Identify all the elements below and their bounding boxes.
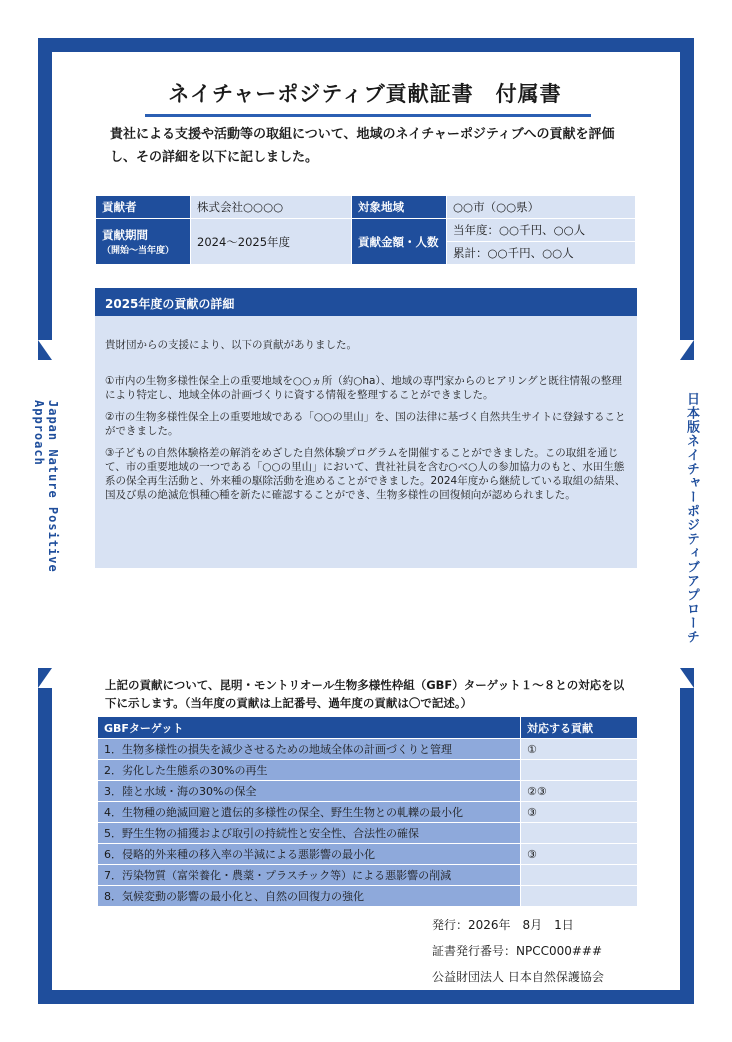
amount-total: 累計：○○千円、○○人 bbox=[447, 242, 636, 265]
gbf-target: 3．陸と水域・海の30%の保全 bbox=[98, 781, 521, 802]
period-sublabel: （開始～当年度） bbox=[102, 246, 175, 256]
period-label: 貢献期間 bbox=[102, 228, 148, 242]
frame-right-upper bbox=[680, 38, 694, 360]
detail-body bbox=[95, 316, 637, 568]
table-row bbox=[98, 865, 638, 886]
gbf-contribution: ②③ bbox=[521, 781, 638, 802]
frame-notch bbox=[38, 668, 52, 688]
gbf-target: 1．生物多様性の損失を減少させるための地域全体の計画づくりと管理 bbox=[98, 739, 521, 760]
gbf-contribution: ③ bbox=[521, 844, 638, 865]
gbf-target: 6．侵略的外来種の移入率の半減による悪影響の最小化 bbox=[98, 844, 521, 865]
gbf-target: 5．野生生物の捕獲および取引の持続性と安全性、合法性の確保 bbox=[98, 823, 521, 844]
frame-left-upper bbox=[38, 38, 52, 360]
table-row bbox=[98, 739, 638, 760]
region-label: 対象地域 bbox=[352, 196, 447, 219]
table-row bbox=[98, 802, 638, 823]
issuance-footer bbox=[432, 912, 662, 990]
detail-heading: 2025年度の貢献の詳細 bbox=[95, 288, 637, 316]
contributor-label: 貢献者 bbox=[96, 196, 191, 219]
gbf-contribution bbox=[521, 865, 638, 886]
table-row bbox=[98, 823, 638, 844]
frame-right-lower bbox=[680, 668, 694, 1004]
table-row bbox=[98, 844, 638, 865]
amount-label: 貢献金額・人数 bbox=[352, 219, 447, 265]
gbf-target-header: GBFターゲット bbox=[98, 717, 521, 739]
issue-date: 発行：2026年 8月 1日 bbox=[432, 918, 574, 932]
region-value: ○○市（○○県） bbox=[447, 196, 636, 219]
gbf-contribution-header: 対応する貢献 bbox=[521, 717, 638, 739]
contribution-info-table bbox=[95, 195, 636, 265]
detail-item: ③子どもの自然体験格差の解消をめざした自然体験プログラムを開催することができました。この取組を通じて、市の重要地域の一つである「○○の里山」において、貴社社員を含む○ベ○人の参加協力のもと、水田生態系の保全再生活動と、外来種の駆除活動を進めることができました。2024年度から継続している取組の結果、国及び県の絶滅危惧種○種を新たに確認することができ、生物多様性の回復傾向が認められました。 bbox=[105, 447, 626, 501]
page-title: ネイチャーポジティブ貢献証書 付属書 bbox=[168, 82, 562, 106]
period-value: 2024～2025年度 bbox=[191, 219, 352, 265]
frame-notch bbox=[38, 340, 52, 360]
gbf-table bbox=[97, 716, 638, 907]
frame-top-bar bbox=[38, 38, 694, 52]
contributor-value: 株式会社○○○○ bbox=[191, 196, 352, 219]
period-label-cell bbox=[96, 219, 191, 265]
gbf-target: 4．生物種の絶滅回避と遺伝的多様性の保全、野生生物との軋轢の最小化 bbox=[98, 802, 521, 823]
table-row bbox=[98, 886, 638, 907]
side-label-english: Japan Nature Positive Approach bbox=[32, 400, 60, 573]
gbf-contribution bbox=[521, 823, 638, 844]
frame-left-lower bbox=[38, 668, 52, 1004]
gbf-target: 8．気候変動の影響の最小化と、自然の回復力の強化 bbox=[98, 886, 521, 907]
intro-text: 貴社による支援や活動等の取組について、地域のネイチャーポジティブへの貢献を評価し、その詳細を以下に記しました。 bbox=[110, 127, 615, 165]
gbf-contribution bbox=[521, 760, 638, 781]
gbf-target: 2．劣化した生態系の30%の再生 bbox=[98, 760, 521, 781]
gbf-contribution: ③ bbox=[521, 802, 638, 823]
detail-item: ①市内の生物多様性保全上の重要地域を○○ヵ所（約○ha）、地域の専門家からのヒアリングと既往情報の整理により特定し、地域全体の計画づくりに資する情報を整理することができました。 bbox=[105, 375, 622, 401]
detail-lead: 貴財団からの支援により、以下の貢献がありました。 bbox=[105, 339, 357, 351]
gbf-contribution: ① bbox=[521, 739, 638, 760]
table-row bbox=[98, 781, 638, 802]
frame-bottom-bar bbox=[38, 990, 694, 1004]
gbf-target: 7．汚染物質（富栄養化・農薬・プラスチック等）による悪影響の削減 bbox=[98, 865, 521, 886]
detail-item: ②市の生物多様性保全上の重要地域である「○○の里山」を、国の法律に基づく自然共生サイトに登録することができました。 bbox=[105, 411, 626, 437]
gbf-contribution bbox=[521, 886, 638, 907]
frame-notch bbox=[680, 340, 694, 360]
certificate-number: 証書発行番号：NPCC000### bbox=[432, 944, 603, 958]
side-label-japanese: 日本版ネイチャーポジティブアプローチ bbox=[684, 392, 699, 644]
gbf-note: 上記の貢献について、昆明・モントリオール生物多様性枠組（GBF）ターゲット１～８との対応を以下に示します。（当年度の貢献は上記番号、過年度の貢献は〇で記述。） bbox=[105, 678, 625, 710]
frame-notch bbox=[680, 668, 694, 688]
title-underline bbox=[145, 114, 591, 117]
table-row bbox=[98, 760, 638, 781]
issuer-name: 公益財団法人 日本自然保護協会 bbox=[432, 970, 604, 984]
amount-current: 当年度：○○千円、○○人 bbox=[447, 219, 636, 242]
